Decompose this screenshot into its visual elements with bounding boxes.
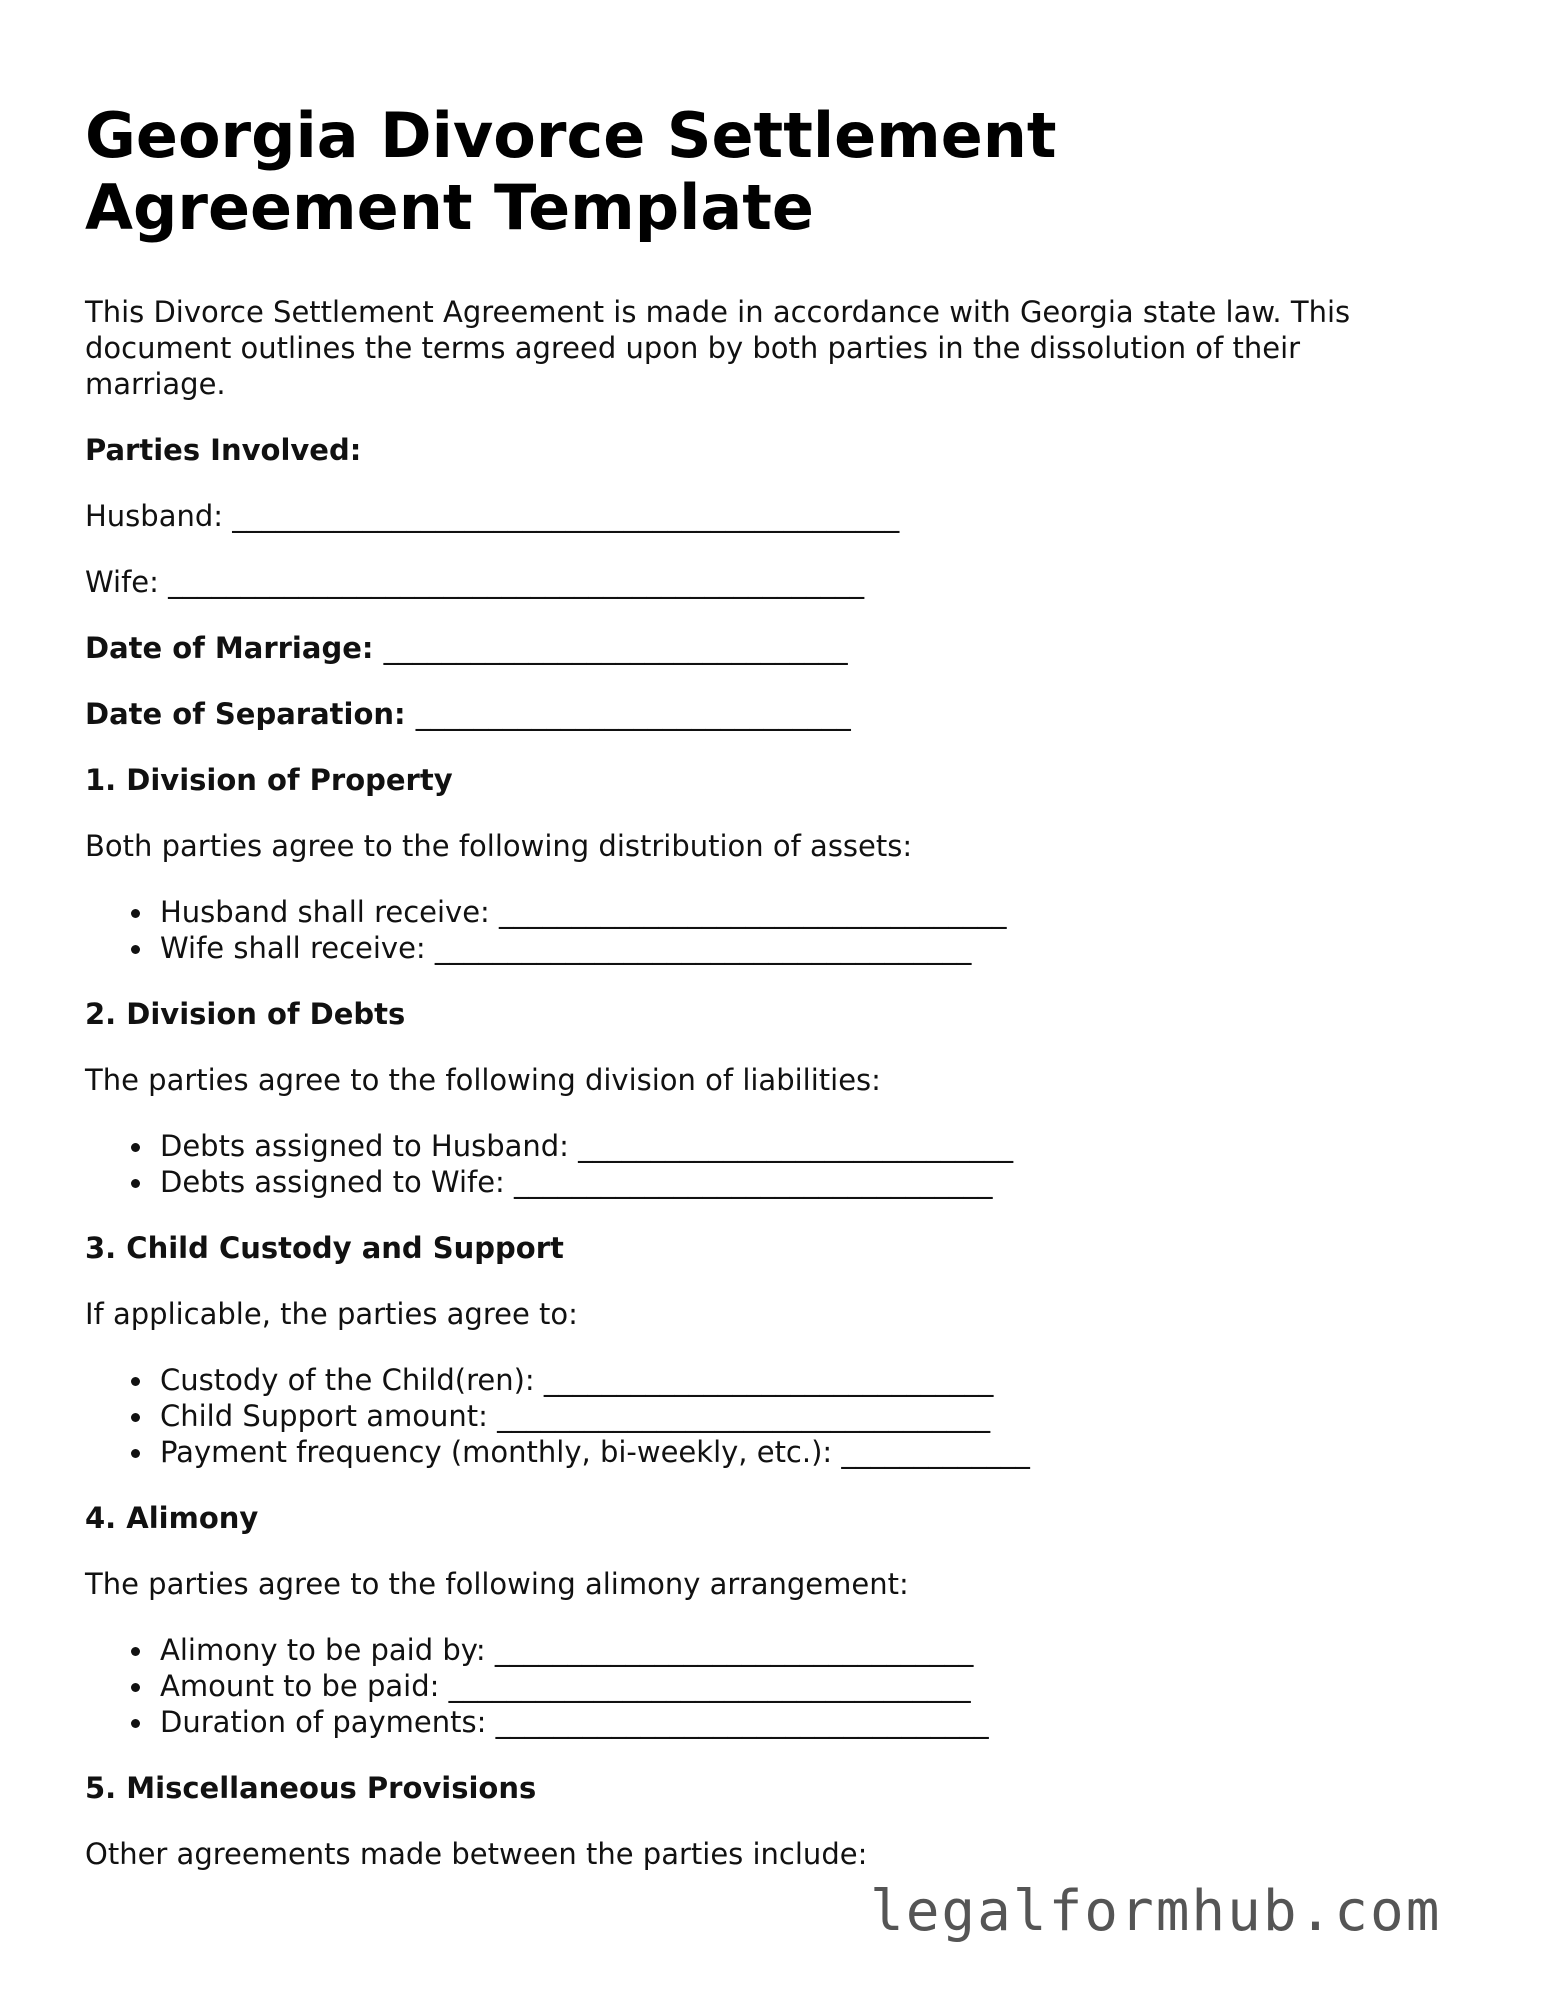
section-heading: 3. Child Custody and Support [85, 1231, 564, 1265]
wife-label: Wife: [85, 565, 169, 599]
list-item: Custody of the Child(ren): _______________________________ [160, 1362, 1465, 1398]
section-list [85, 1128, 1465, 1200]
section-list [85, 894, 1465, 966]
husband-field [85, 498, 1465, 534]
list-item: Debts assigned to Husband: ______________________________ [160, 1128, 1465, 1164]
section-text: The parties agree to the following alimony arrangement: [85, 1567, 909, 1601]
section-heading: 1. Division of Property [85, 763, 453, 797]
section-text: The parties agree to the following division of liabilities: [85, 1063, 881, 1097]
parties-heading: Parties Involved: [85, 433, 362, 467]
wife-field [85, 564, 1465, 600]
list-item: Child Support amount: __________________________________ [160, 1398, 1465, 1434]
section-list [85, 1632, 1465, 1740]
list-item: Amount to be paid: ____________________________________ [160, 1668, 1465, 1704]
section-text: Other agreements made between the parties include: [85, 1837, 868, 1871]
date-of-separation-blank: ______________________________ [415, 697, 851, 731]
list-item: Wife shall receive: _____________________________________ [160, 930, 1465, 966]
date-of-separation-label: Date of Separation: [85, 697, 416, 731]
husband-label: Husband: [85, 499, 233, 533]
wife-blank: ________________________________________________ [168, 565, 865, 599]
intro-paragraph: This Divorce Settlement Agreement is made in accordance with Georgia state law. This document outlines the terms agreed upon by both parties in the dissolution of their marriage. [85, 295, 1351, 401]
husband-blank: ______________________________________________ [232, 499, 900, 533]
section-heading: 2. Division of Debts [85, 997, 406, 1031]
list-item: Duration of payments: __________________________________ [160, 1704, 1465, 1740]
section-text: If applicable, the parties agree to: [85, 1297, 578, 1331]
document-page [85, 100, 1465, 1872]
list-item: Alimony to be paid by: _________________________________ [160, 1632, 1465, 1668]
section-heading: 4. Alimony [85, 1501, 259, 1535]
section-text: Both parties agree to the following distribution of assets: [85, 829, 913, 863]
watermark: legalformhub.com [870, 1879, 1442, 1944]
date-of-marriage-field [85, 630, 1465, 666]
list-item: Payment frequency (monthly, bi-weekly, etc.): _____________ [160, 1434, 1465, 1470]
date-of-separation-field [85, 696, 1465, 732]
section-heading: 5. Miscellaneous Provisions [85, 1771, 537, 1805]
list-item: Debts assigned to Wife: _________________________________ [160, 1164, 1465, 1200]
date-of-marriage-blank: ________________________________ [383, 631, 848, 665]
date-of-marriage-label: Date of Marriage: [85, 631, 384, 665]
section-list [85, 1362, 1465, 1470]
document-title: Georgia Divorce Settlement Agreement Template [85, 99, 1057, 244]
list-item: Husband shall receive: ___________________________________ [160, 894, 1465, 930]
